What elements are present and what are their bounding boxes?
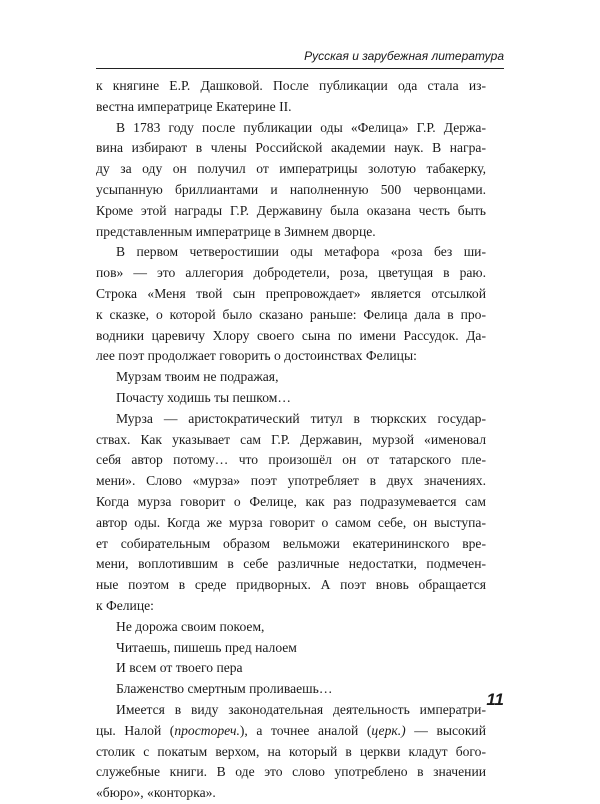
paragraph <box>96 409 486 617</box>
text-line: служебные книги. В оде это слово употреблено в значении <box>96 764 486 780</box>
paragraph <box>96 76 486 118</box>
running-header <box>96 48 504 69</box>
text-line: представленным императрице в Зимнем дворце. <box>96 223 376 239</box>
text-line: к княгине Е.Р. Дашковой. После публикации ода стала из- <box>96 78 486 93</box>
text-line: столик с покатым верхом, на который в церкви кладут бого- <box>96 743 486 759</box>
text-segment: — высокий <box>405 722 486 738</box>
text-segment: ), а точнее аналой ( <box>239 722 372 738</box>
verse-line: Почасту ходишь ты пешком… <box>116 389 291 405</box>
page-body <box>96 76 486 804</box>
paragraph <box>96 700 486 804</box>
text-line: лее поэт продолжает говорить о достоинствах Фелицы: <box>96 348 417 364</box>
text-line: пов» — это аллегория добродетели, роза, цветущая в раю. <box>96 265 486 281</box>
page-number: 11 <box>486 690 504 709</box>
text-line: к сказке, о которой было сказано раньше: Фелица дала в про- <box>96 306 486 322</box>
text-line: себя автор потому… что произошёл он от татарского пле- <box>96 452 486 468</box>
text-line: Кроме этой награды Г.Р. Державину была оказана честь быть <box>96 202 486 218</box>
text-line-with-italics <box>96 721 486 742</box>
text-line: вестна императрице Екатерине II. <box>96 98 292 114</box>
verse-line: Читаешь, пишешь пред налоем <box>116 639 297 655</box>
text-line: усыпанную бриллиантами и наполненную 500 червонцами. <box>96 181 486 197</box>
text-line: Мурза — аристократический титул в тюркских государ- <box>116 410 486 426</box>
text-line: к Фелице: <box>96 597 154 613</box>
italic-term: церк.) <box>371 722 406 738</box>
text-line: ет собирательным образом вельможи екатерининского вре- <box>96 535 486 551</box>
verse-quote <box>96 617 486 700</box>
text-line: вина избирают в члены Российской академии наук. В награ- <box>96 140 486 156</box>
italic-term: простореч. <box>174 722 240 738</box>
text-line: Строка «Меня твой сын препровождает» является отсылкой <box>96 285 486 301</box>
text-line: водники царевичу Хлору своего сына по имени Рассудок. Да- <box>96 327 486 343</box>
text-line: В 1783 году после публикации оды «Фелица» Г.Р. Держа- <box>116 119 486 135</box>
verse-line: Мурзам твоим не подражая, <box>116 369 279 385</box>
text-line: мени, воплотившим в себе различные недостатки, подмечен- <box>96 556 486 572</box>
text-line: ствах. Как указывает сам Г.Р. Державин, мурзой «именовал <box>96 431 486 447</box>
paragraph <box>96 242 486 367</box>
verse-line: Не дорожа своим покоем, <box>116 618 265 634</box>
verse-line: И всем от твоего пера <box>116 660 243 676</box>
text-segment: цы. Налой ( <box>96 722 175 738</box>
paragraph <box>96 118 486 243</box>
text-line: Имеется в виду законодательная деятельность императри- <box>116 701 486 717</box>
text-line: мени». Слово «мурза» поэт употребляет в двух значениях. <box>96 473 486 489</box>
verse-quote <box>96 367 486 409</box>
text-line: ные поэтом в среде придворных. А поэт вновь обращается <box>96 577 486 593</box>
text-line: В первом четверостишии оды метафора «роза без ши- <box>116 244 486 260</box>
verse-line: Блаженство смертным проливаешь… <box>116 681 333 697</box>
text-line: «бюро», «конторка». <box>96 785 216 801</box>
text-line: автор оды. Когда же мурза говорит о самом себе, он выступа- <box>96 514 486 530</box>
running-header-title: Русская и зарубежная литература <box>304 49 504 63</box>
text-line: ду за оду он получил от императрицы золотую табакерку, <box>96 161 486 177</box>
text-line: Когда мурза говорит о Фелице, как раз подразумевается сам <box>96 493 486 509</box>
